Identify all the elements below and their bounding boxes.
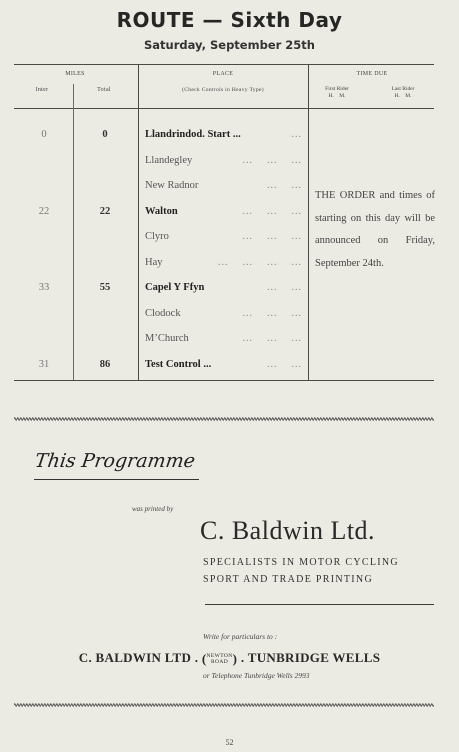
place-name: Llandrindod. Start ... [145,129,241,140]
paren-open: ( [201,651,207,667]
table-header-rule [14,108,434,109]
advert-rule [205,604,434,605]
place-name: Llandegley [145,154,193,166]
total-miles: 55 [99,282,111,293]
place-header: PLACE [212,71,234,77]
place-name: Clyro [145,231,169,242]
paren-close: ) [232,651,238,667]
specialists-line-2: SPORT AND TRADE PRINTING [203,574,373,585]
leader-dots: ... ... ... [242,231,302,242]
leader-dots: ... ... ... [242,333,302,344]
table-row [14,356,434,376]
inter-miles: 22 [38,205,50,217]
wavy-divider-bottom [14,702,434,708]
leader-dots: ... ... ... [242,307,302,319]
leader-dots: ... ... ... [242,154,302,166]
leader-dots: ... ... ... ... [218,256,302,268]
route-title: ROUTE — Sixth Day [116,8,343,32]
first-rider-header: First Rider [325,86,349,92]
start-notice: THE ORDER and times of starting on this day will be announced on Friday, September 24th. [315,190,435,269]
leader-dots: ... ... [267,358,302,370]
time-due-header: TIME DUE [356,71,388,77]
total-header: Total [97,87,111,93]
address-newton: NEWTON [206,653,233,660]
total-miles: 86 [99,358,111,370]
place-name: New Radnor [145,180,199,191]
place-subheader: (Check Controls in Heavy Type) [182,87,264,93]
leader-dots: ... ... ... [242,205,302,217]
table-row [14,279,434,299]
last-rider-header: Last Rider [391,86,415,92]
total-miles: 22 [99,205,111,217]
table-bottom-rule [14,380,434,381]
address-line [0,650,459,667]
inter-header: Inter [35,87,49,93]
leader-dots: ... ... [267,180,302,191]
address-left: C. BALDWIN LTD . [78,650,199,665]
table-row [14,305,434,325]
place-name: Capel Y Ffyn [145,282,205,293]
script-underline [34,479,199,480]
inter-miles: 0 [41,129,47,140]
table-row [14,126,434,146]
specialists-line-1: SPECIALISTS IN MOTOR CYCLING [203,557,399,568]
inter-miles: 33 [38,282,50,293]
miles-header: MILES [65,71,85,77]
inter-miles: 31 [38,358,50,370]
place-name: Clodock [145,307,181,319]
place-name: Walton [145,205,178,217]
company-name: C. Baldwin Ltd. [200,516,376,545]
leader-dots: ... [291,129,302,140]
route-date: Saturday, September 25th [143,38,315,52]
newton-road-stack [207,653,233,665]
leader-dots: ... ... [267,282,302,293]
write-for-particulars: Write for particulars to : [203,632,278,641]
printed-by: was printed by [132,505,174,513]
address-road: ROAD [210,659,229,666]
script-heading: This Programme [33,450,197,472]
table-row [14,330,434,350]
place-name: Hay [145,256,163,268]
last-rider-hm: H. M. [394,93,412,99]
total-miles: 0 [102,129,108,140]
table-row [14,152,434,172]
address-right: . TUNBRIDGE WELLS [240,650,381,665]
telephone-line: or Telephone Tunbridge Wells 2993 [203,671,310,680]
page-number: 52 [225,738,234,747]
first-rider-hm: H. M. [328,93,346,99]
wavy-divider-top [14,416,434,422]
table-top-rule [14,64,434,65]
place-name: M’Church [145,333,189,344]
place-name: Test Control ... [145,358,212,370]
